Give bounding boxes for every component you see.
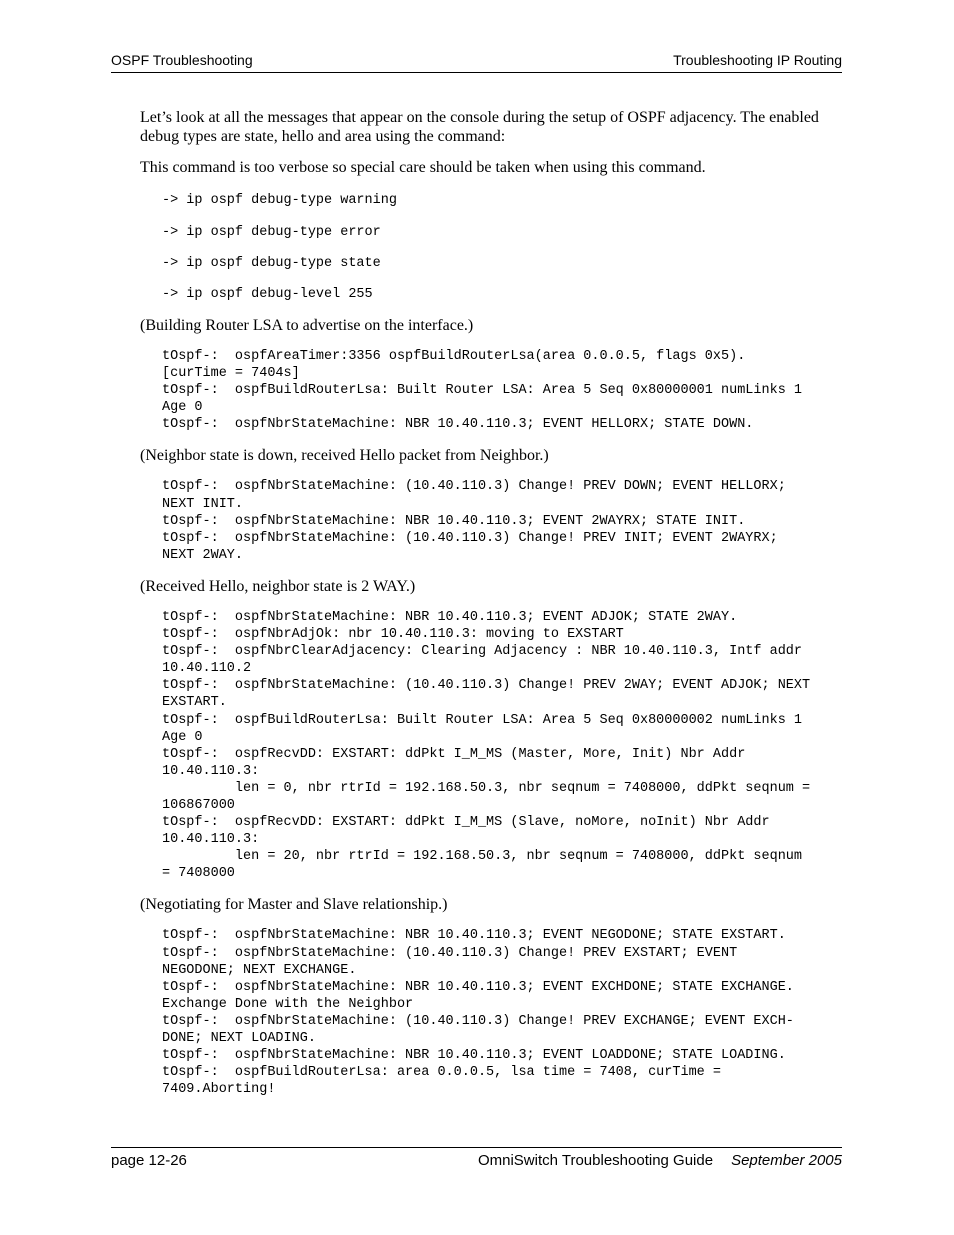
header-section-title: Troubleshooting IP Routing (673, 52, 842, 68)
header-chapter-title: OSPF Troubleshooting (111, 52, 253, 68)
log-block-building-router-lsa: tOspf-: ospfAreaTimer:3356 ospfBuildRouterLsa(area 0.0.0.5, flags 0x5). [curTime = 7404s] tOspf-: ospfBuildRouterLsa: Built Router LSA: Area 5 Seq 0x80000001 numLinks 1 Age 0 tOspf-: ospfNbrStateMachine: NBR 10.40.110.3; EVENT HELLORX; STATE DOWN. (162, 349, 803, 433)
page-body (140, 108, 842, 1098)
note-master-slave: (Negotiating for Master and Slave relationship.) (140, 896, 448, 914)
caution-paragraph: This command is too verbose so special care should be taken when using this command. (140, 159, 706, 176)
command-debug-type-state: -> ip ospf debug-type state (162, 256, 381, 271)
log-block-neighbor-state-down: tOspf-: ospfNbrStateMachine: (10.40.110.3) Change! PREV DOWN; EVENT HELLORX; NEXT INIT. tOspf-: ospfNbrStateMachine: NBR 10.40.110.3; EVENT 2WAYRX; STATE INIT. tOspf-: ospfNbrStateMachine: (10.40.110.3) Change! PREV INIT; EVENT 2WAYRX; NEXT 2WAY. (162, 479, 786, 563)
command-debug-type-warning: -> ip ospf debug-type warning (162, 193, 397, 208)
note-building-router-lsa: (Building Router LSA to advertise on the interface.) (140, 317, 474, 334)
intro-paragraph: Let’s look at all the messages that appear on the console during the setup of OSPF adjacency. The enabled debug types are state, hello and area using the command: (140, 109, 819, 145)
footer-page-number: page 12-26 (111, 1152, 187, 1169)
command-debug-level: -> ip ospf debug-level 255 (162, 287, 373, 302)
note-neighbor-state-down: (Neighbor state is down, received Hello packet from Neighbor.) (140, 447, 549, 465)
command-debug-type-error: -> ip ospf debug-type error (162, 225, 381, 240)
note-received-hello-2way: (Received Hello, neighbor state is 2 WAY.) (140, 577, 416, 595)
footer-publication (478, 1152, 842, 1169)
footer-date: September 2005 (731, 1152, 842, 1169)
footer-guide-title: OmniSwitch Troubleshooting Guide (477, 1152, 714, 1169)
page-header (111, 50, 842, 73)
page-footer (111, 1147, 842, 1169)
log-block-received-hello-2way: tOspf-: ospfNbrStateMachine: NBR 10.40.110.3; EVENT ADJOK; STATE 2WAY. tOspf-: ospfNbrAdjOk: nbr 10.40.110.3: moving to EXSTART tOspf-: ospfNbrClearAdjacency: Clearing Adjacency : NBR 10.40.110.3, Intf addr 10.40.110.2 tOspf-: ospfNbrStateMachine: (10.40.110.3) Change! PREV 2WAY; EVENT ADJOK; NEXT EXSTART. tOspf-: ospfBuildRouterLsa: Built Router LSA: Area 5 Seq 0x80000002 numLinks 1 Age 0 tOspf-: ospfRecvDD: EXSTART: ddPkt I_M_MS (Master, More, Init) Nbr Addr 10.40.110.3: len = 0, nbr rtrId = 192.168.50.3, nbr seqnum = 7408000, ddPkt seqnum = 106867000 tOspf-: ospfRecvDD: EXSTART: ddPkt I_M_MS (Slave, noMore, noInit) Nbr Addr 10.40.110.3: len = 20, nbr rtrId = 192.168.50.3, nbr seqnum = 7408000, ddPkt seqnum = 7408000 (162, 609, 811, 882)
log-block-master-slave: tOspf-: ospfNbrStateMachine: NBR 10.40.110.3; EVENT NEGODONE; STATE EXSTART. tOspf-: ospfNbrStateMachine: (10.40.110.3) Change! PREV EXSTART; EVENT NEGODONE; NEXT EXCHANGE. tOspf-: ospfNbrStateMachine: NBR 10.40.110.3; EVENT EXCHDONE; STATE EXCHANGE. Exchange Done with the Neighbor tOspf-: ospfNbrStateMachine: (10.40.110.3) Change! PREV EXCHANGE; EVENT EXCH- DONE; NEXT LOADING. tOspf-: ospfNbrStateMachine: NBR 10.40.110.3; EVENT LOADDONE; STATE LOADING. tOspf-: ospfBuildRouterLsa: area 0.0.0.5, lsa time = 7408, curTime = 7409.Aborting! (162, 928, 794, 1098)
